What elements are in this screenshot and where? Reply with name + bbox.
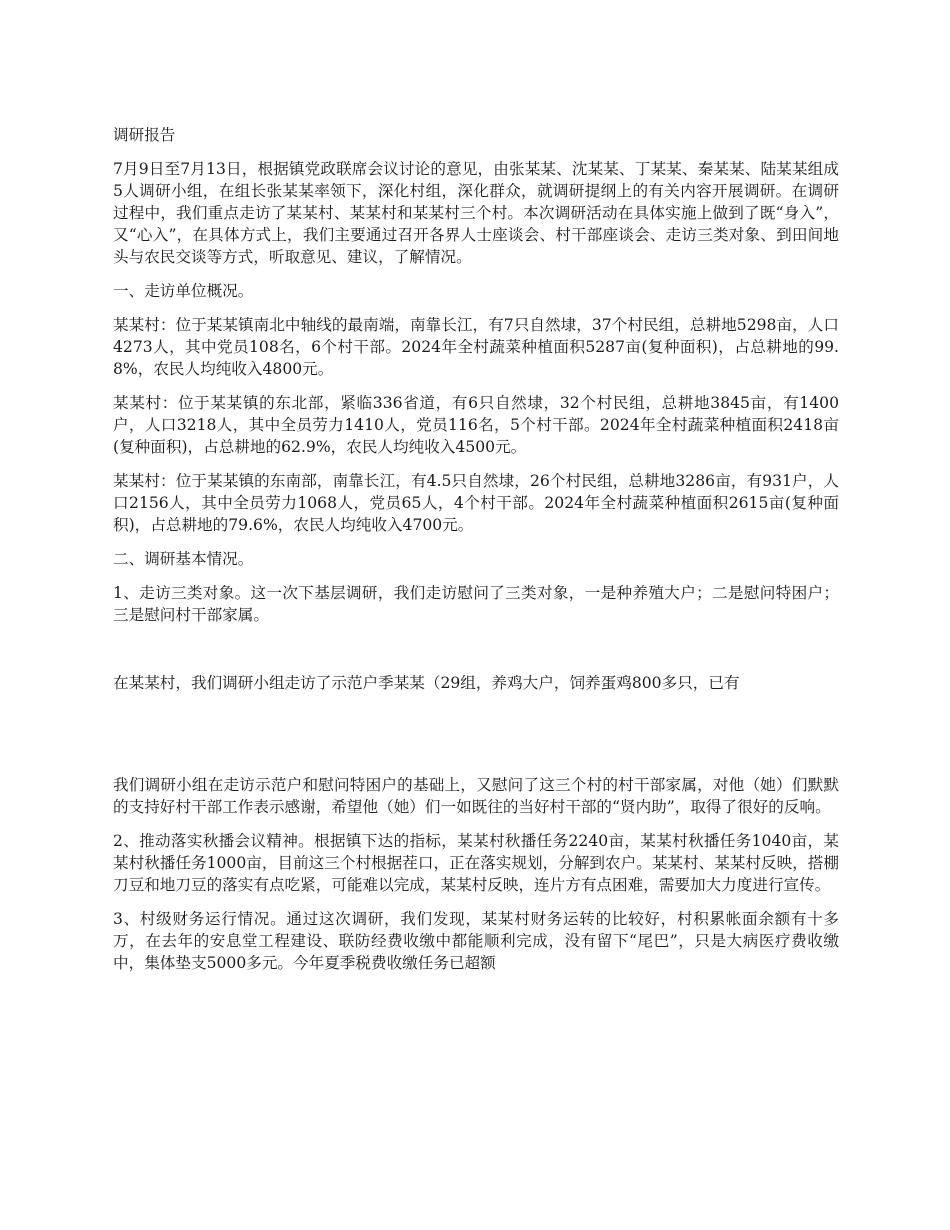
spacer xyxy=(113,706,839,774)
intro-paragraph: 7月9日至7月13日，根据镇党政联席会议讨论的意见，由张某某、沈某某、丁某某、秦某某、陆某某组成5人调研小组，在组长张某某率领下，深化村组，深化群众，就调研提纲上的有关内容开展调研。在调研过程中，我们重点走访了某某村、某某村和某某村三个村。本次调研活动在具体实施上做到了既“身入”，又“心入”，在具体方式上，我们主要通过召开各界人士座谈会、村干部座谈会、走访三类对象、到田间地头与农民交谈等方式，听取意见、建议，了解情况。 xyxy=(113,160,839,266)
document-page xyxy=(113,124,839,986)
item2-paragraph: 2、推动落实秋播会议精神。根据镇下达的指标，某某村秋播任务2240亩，某某村秋播任务1040亩，某某村秋播任务1000亩，目前这三个村根据茬口，正在落实规划，分解到农户。某某村、某某村反映，搭棚刀豆和地刀豆的落实有点吃紧，可能难以完成，某某村反映，连片方有点困难，需要加大力度进行宣传。 xyxy=(113,832,839,894)
item1-family-paragraph: 我们调研小组在走访示范户和慰问特困户的基础上，又慰问了这三个村的村干部家属，对他（她）们默默的支持好村干部工作表示感谢，希望他（她）们一如既往的当好村干部的“贤内助”，取得了很好的反响。 xyxy=(113,776,839,816)
item1-paragraph: 1、走访三类对象。这一次下基层调研，我们走访慰问了三类对象，一是种养殖大户；二是慰问特困户；三是慰问村干部家属。 xyxy=(113,584,839,624)
village3-paragraph: 某某村：位于某某镇的东南部，南靠长江，有4.5只自然埭，26个村民组，总耕地3286亩，有931户，人口2156人，其中全员劳力1068人，党员65人，4个村干部。2024年全村蔬菜种植面积2615亩(复种面积)，占总耕地的79.6%，农民人均纯收入4700元。 xyxy=(113,472,839,534)
section2-heading: 二、调研基本情况。 xyxy=(113,550,254,568)
item3-paragraph: 3、村级财务运行情况。通过这次调研，我们发现，某某村财务运转的比较好，村积累帐面余额有十多万，在去年的安息堂工程建设、联防经费收缴中都能顺利完成，没有留下“尾巴”，只是大病医疗费收缴中，集体垫支5000多元。今年夏季税费收缴任务已超额 xyxy=(113,910,839,972)
spacer xyxy=(113,638,839,672)
village2-paragraph: 某某村：位于某某镇的东北部，紧临336省道，有6只自然埭，32个村民组，总耕地3845亩，有1400户，人口3218人，其中全员劳力1410人，党员116名，5个村干部。2024年全村蔬菜种植面积2418亩(复种面积)，占总耕地的62.9%，农民人均纯收入4500元。 xyxy=(113,394,839,456)
document-title: 调研报告 xyxy=(113,126,176,144)
item1-visit-paragraph: 在某某村，我们调研小组走访了示范户季某某（29组，养鸡大户，饲养蛋鸡800多只，已有 xyxy=(113,674,740,692)
village1-paragraph: 某某村：位于某某镇南北中轴线的最南端，南靠长江，有7只自然埭，37个村民组，总耕地5298亩，人口4273人，其中党员108名，6个村干部。2024年全村蔬菜种植面积5287亩(复种面积)，占总耕地的99.8%，农民人均纯收入4800元。 xyxy=(113,316,839,378)
section1-heading: 一、走访单位概况。 xyxy=(113,282,254,300)
